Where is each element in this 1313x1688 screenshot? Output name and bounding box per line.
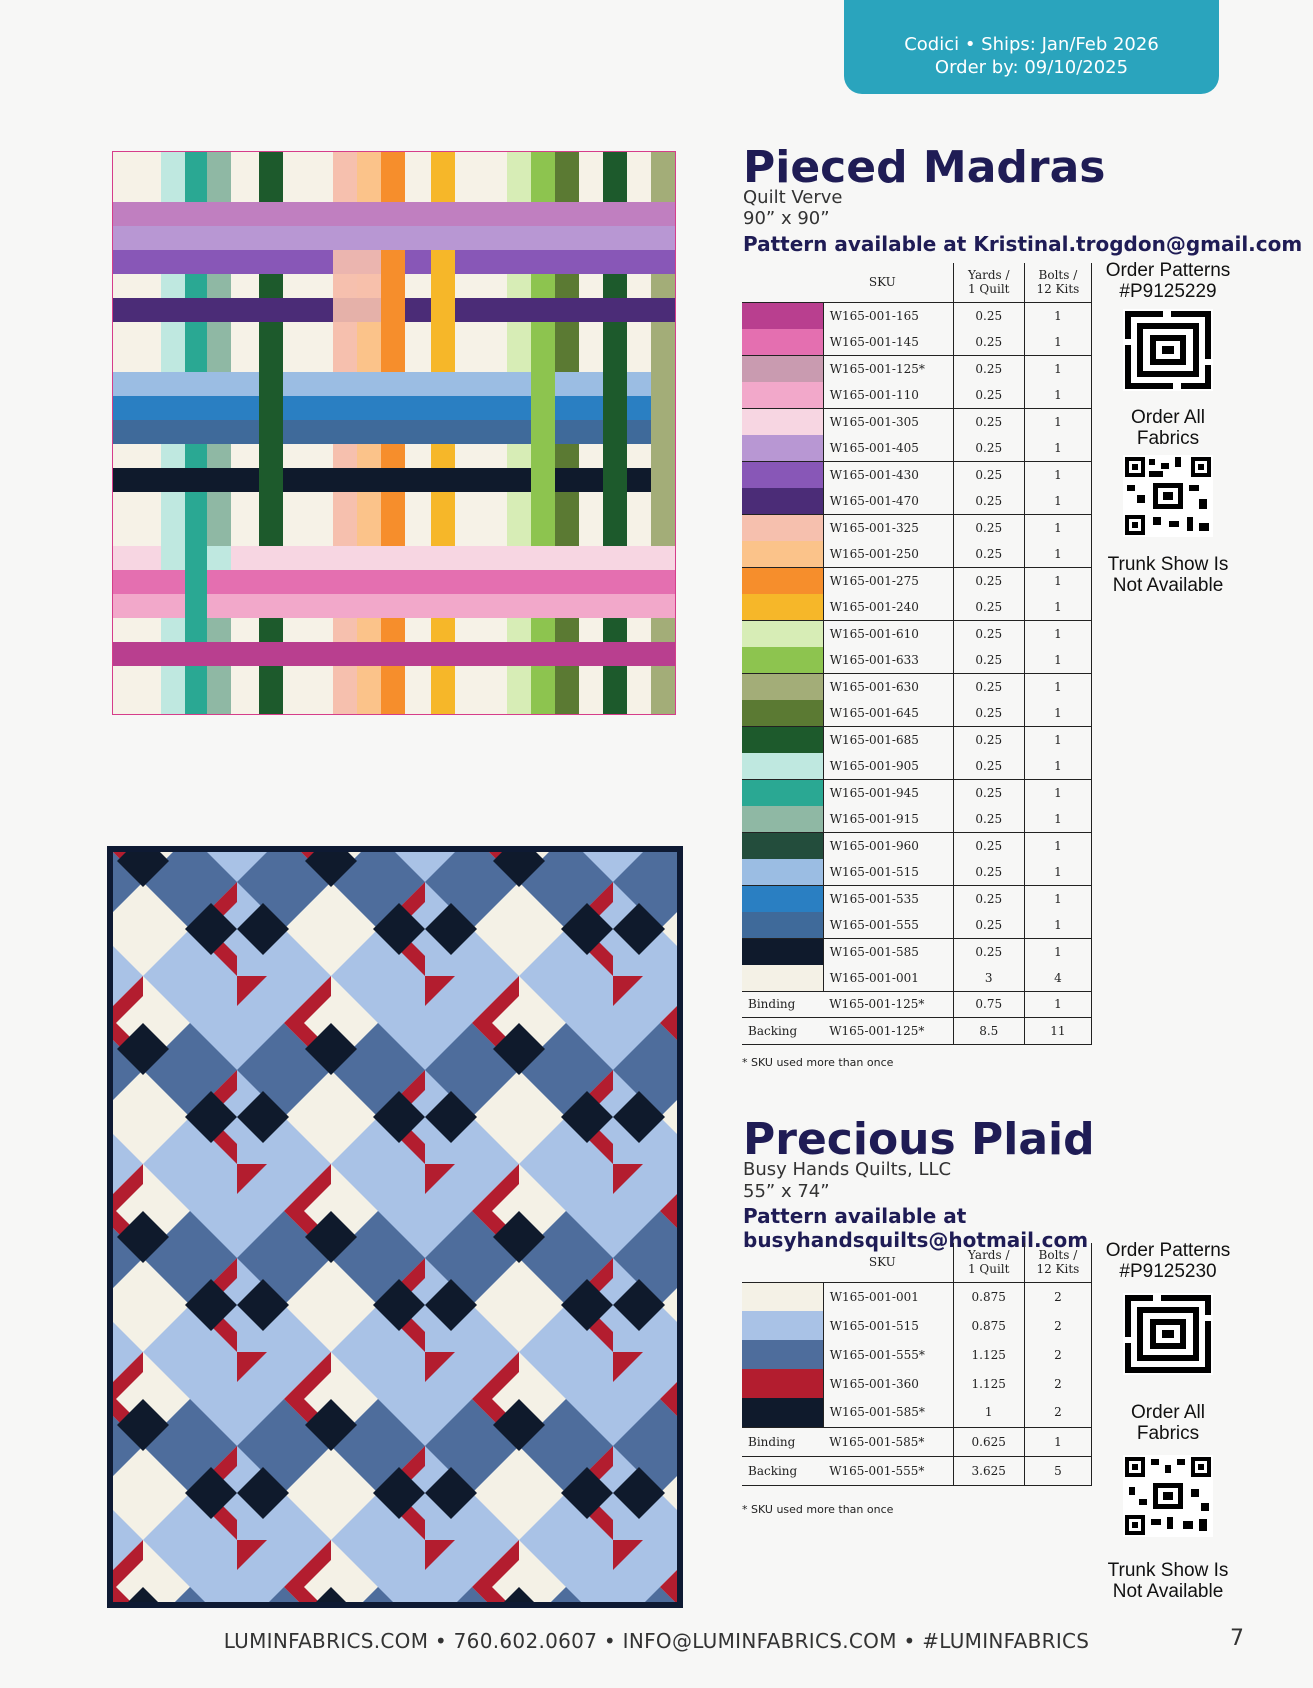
bolts-cell: 1 [1024, 408, 1091, 435]
table-row [742, 806, 1092, 833]
sku-cell: W165-001-001 [823, 1282, 953, 1311]
bolts-cell: 4 [1024, 965, 1091, 992]
fabric-swatch [742, 938, 823, 965]
bolts-cell: 2 [1024, 1398, 1091, 1427]
bolts-cell: 1 [1024, 938, 1091, 965]
sku-cell: W165-001-470 [823, 488, 953, 515]
table-row [742, 541, 1092, 568]
yards-cell: 0.625 [953, 1427, 1024, 1456]
bolts-cell: 1 [1024, 1427, 1091, 1456]
table-row [742, 620, 1092, 647]
yards-cell: 0.25 [953, 779, 1024, 806]
sku-cell: W165-001-555 [823, 912, 953, 939]
table-row [742, 779, 1092, 806]
yards-cell: 0.25 [953, 832, 1024, 859]
sku-cell: W165-001-630 [823, 673, 953, 700]
bolts-cell: 1 [1024, 329, 1091, 356]
sku-cell: W165-001-430 [823, 461, 953, 488]
pattern1-order-patterns-qr-icon[interactable] [1123, 309, 1213, 391]
sku-cell: W165-001-585* [823, 1398, 953, 1427]
bolts-cell: 1 [1024, 461, 1091, 488]
table-row [742, 435, 1092, 462]
bolts-cell: 1 [1024, 567, 1091, 594]
sku-cell: W165-001-645 [823, 700, 953, 727]
fabric-swatch [742, 1340, 823, 1369]
sku-cell: W165-001-325 [823, 514, 953, 541]
yards-cell: 0.25 [953, 461, 1024, 488]
yards-cell: 0.25 [953, 488, 1024, 515]
sku-cell: W165-001-405 [823, 435, 953, 462]
fabric-swatch [742, 832, 823, 859]
yards-cell: 1.125 [953, 1369, 1024, 1398]
sku-cell: W165-001-555* [823, 1340, 953, 1369]
yards-cell: 0.25 [953, 435, 1024, 462]
fabric-swatch [742, 620, 823, 647]
pattern2-order-patterns-qr-icon[interactable] [1123, 1293, 1213, 1375]
sku-cell: W165-001-515 [823, 1311, 953, 1340]
table-row [742, 302, 1092, 329]
table-row [742, 859, 1092, 886]
ship-info-tab [844, 0, 1219, 94]
yards-cell: 0.25 [953, 885, 1024, 912]
fabric-swatch [742, 806, 823, 833]
table-row [742, 673, 1092, 700]
bolts-cell: 1 [1024, 753, 1091, 780]
bolts-cell: 5 [1024, 1456, 1091, 1485]
fabric-swatch [742, 567, 823, 594]
bolts-cell: 1 [1024, 647, 1091, 674]
yards-cell: 0.25 [953, 594, 1024, 621]
table-row [742, 647, 1092, 674]
pieced-madras-quilt-art [113, 152, 675, 714]
table-row [742, 700, 1092, 727]
bolts-header: Bolts / 12 Kits [1024, 263, 1091, 302]
sku-cell: W165-001-585 [823, 938, 953, 965]
yards-cell: 0.25 [953, 541, 1024, 568]
bolts-cell: 1 [1024, 514, 1091, 541]
bolts-cell: 1 [1024, 806, 1091, 833]
sku-cell: W165-001-145 [823, 329, 953, 356]
fabric-swatch [742, 1311, 823, 1340]
pattern1-sku-table [742, 263, 1092, 1045]
yards-cell: 0.25 [953, 302, 1024, 329]
yards-cell: 0.25 [953, 673, 1024, 700]
table-row [742, 1282, 1092, 1311]
yards-cell: 0.25 [953, 700, 1024, 727]
bolts-cell: 1 [1024, 594, 1091, 621]
sku-cell: W165-001-165 [823, 302, 953, 329]
pattern1-size: 90” x 90” [743, 208, 830, 229]
pattern1-order-fabrics-qr-icon[interactable] [1123, 455, 1213, 537]
bolts-cell: 2 [1024, 1369, 1091, 1398]
yards-cell: 0.25 [953, 647, 1024, 674]
fabric-swatch [742, 673, 823, 700]
sku-cell: W165-001-633 [823, 647, 953, 674]
ship-info-line2: Order by: 09/10/2025 [934, 57, 1129, 78]
fabric-swatch [742, 779, 823, 806]
table-row [742, 329, 1092, 356]
sku-cell: W165-001-960 [823, 832, 953, 859]
yards-cell: 1 [953, 1398, 1024, 1427]
row-label: Backing [742, 1456, 823, 1485]
fabric-swatch [742, 329, 823, 356]
yards-cell: 0.25 [953, 859, 1024, 886]
yards-cell: 0.25 [953, 329, 1024, 356]
sku-cell: W165-001-305 [823, 408, 953, 435]
yards-header: Yards / 1 Quilt [953, 1243, 1024, 1282]
pattern1-title: Pieced Madras [743, 142, 1106, 193]
table-row [742, 382, 1092, 409]
fabric-swatch [742, 726, 823, 753]
table-row [742, 965, 1092, 992]
sku-cell: W165-001-945 [823, 779, 953, 806]
pattern2-trunk-show: Trunk Show Is Not Available [1107, 1560, 1229, 1602]
bolts-cell: 2 [1024, 1340, 1091, 1369]
pattern2-title: Precious Plaid [743, 1114, 1095, 1165]
fabric-swatch [742, 382, 823, 409]
pattern2-order-patterns: Order Patterns #P9125230 [1105, 1240, 1231, 1282]
pattern2-sku-note: * SKU used more than once [742, 1503, 894, 1516]
table-row [742, 938, 1092, 965]
pattern2-designer: Busy Hands Quilts, LLC [743, 1159, 952, 1180]
row-label: Binding [742, 991, 823, 1018]
bolts-cell: 1 [1024, 912, 1091, 939]
sku-cell: W165-001-905 [823, 753, 953, 780]
pattern2-order-all-fabrics: Order All Fabrics [1131, 1402, 1205, 1444]
yards-cell: 0.25 [953, 912, 1024, 939]
fabric-swatch [742, 700, 823, 727]
yards-cell: 0.25 [953, 620, 1024, 647]
table-row [742, 1427, 1092, 1456]
table-row [742, 408, 1092, 435]
fabric-swatch [742, 859, 823, 886]
pattern1-sku-note: * SKU used more than once [742, 1056, 894, 1069]
sku-header: SKU [742, 1243, 953, 1282]
precious-plaid-quilt-art [107, 846, 683, 1608]
table-row [742, 1369, 1092, 1398]
sku-cell: W165-001-125* [823, 355, 953, 382]
pattern1-order-all-fabrics: Order All Fabrics [1131, 407, 1205, 449]
table-row [742, 355, 1092, 382]
yards-cell: 0.25 [953, 408, 1024, 435]
bolts-cell: 1 [1024, 779, 1091, 806]
sku-cell: W165-001-535 [823, 885, 953, 912]
table-row [742, 567, 1092, 594]
table-row [742, 912, 1092, 939]
fabric-swatch [742, 647, 823, 674]
table-row [742, 594, 1092, 621]
fabric-swatch [742, 514, 823, 541]
pattern2-order-fabrics-qr-icon[interactable] [1123, 1455, 1213, 1537]
fabric-swatch [742, 1369, 823, 1398]
bolts-cell: 11 [1024, 1018, 1091, 1045]
bolts-cell: 1 [1024, 726, 1091, 753]
fabric-swatch [742, 912, 823, 939]
fabric-swatch [742, 408, 823, 435]
bolts-cell: 1 [1024, 991, 1091, 1018]
fabric-swatch [742, 753, 823, 780]
yards-cell: 0.875 [953, 1311, 1024, 1340]
yards-cell: 0.25 [953, 382, 1024, 409]
table-row [742, 1340, 1092, 1369]
table-row [742, 885, 1092, 912]
yards-cell: 0.875 [953, 1282, 1024, 1311]
fabric-swatch [742, 488, 823, 515]
pattern2-sku-table [742, 1243, 1092, 1486]
yards-cell: 0.25 [953, 753, 1024, 780]
bolts-cell: 1 [1024, 673, 1091, 700]
bolts-header: Bolts / 12 Kits [1024, 1243, 1091, 1282]
sku-cell: W165-001-915 [823, 806, 953, 833]
table-row [742, 832, 1092, 859]
pattern1-designer: Quilt Verve [743, 187, 843, 208]
bolts-cell: 1 [1024, 435, 1091, 462]
yards-cell: 3 [953, 965, 1024, 992]
fabric-swatch [742, 302, 823, 329]
table-row [742, 1018, 1092, 1045]
bolts-cell: 1 [1024, 488, 1091, 515]
sku-cell: W165-001-110 [823, 382, 953, 409]
sku-header: SKU [742, 263, 953, 302]
sku-cell: W165-001-275 [823, 567, 953, 594]
bolts-cell: 1 [1024, 620, 1091, 647]
fabric-swatch [742, 355, 823, 382]
bolts-cell: 1 [1024, 382, 1091, 409]
table-row [742, 1398, 1092, 1427]
bolts-cell: 2 [1024, 1311, 1091, 1340]
table-row [742, 753, 1092, 780]
pieced-madras-quilt-image [112, 151, 676, 715]
table-row [742, 1456, 1092, 1485]
sku-cell: W165-001-360 [823, 1369, 953, 1398]
bolts-cell: 1 [1024, 700, 1091, 727]
yards-cell: 0.25 [953, 514, 1024, 541]
sku-cell: W165-001-125* [823, 991, 953, 1018]
sku-cell: W165-001-250 [823, 541, 953, 568]
sku-cell: W165-001-585* [823, 1427, 953, 1456]
yards-cell: 0.75 [953, 991, 1024, 1018]
bolts-cell: 1 [1024, 302, 1091, 329]
yards-cell: 1.125 [953, 1340, 1024, 1369]
sku-cell: W165-001-685 [823, 726, 953, 753]
table-row [742, 726, 1092, 753]
fabric-swatch [742, 965, 823, 992]
fabric-swatch [742, 1282, 823, 1311]
yards-cell: 0.25 [953, 355, 1024, 382]
bolts-cell: 1 [1024, 885, 1091, 912]
sku-cell: W165-001-515 [823, 859, 953, 886]
sku-cell: W165-001-610 [823, 620, 953, 647]
fabric-swatch [742, 594, 823, 621]
pattern1-availability[interactable]: Pattern available at Kristinal.trogdon@gmail.com [743, 232, 1303, 256]
bolts-cell: 1 [1024, 541, 1091, 568]
yards-cell: 0.25 [953, 726, 1024, 753]
bolts-cell: 1 [1024, 859, 1091, 886]
yards-cell: 0.25 [953, 938, 1024, 965]
footer-contact[interactable]: LUMINFABRICS.COM • 760.602.0607 • INFO@LUMINFABRICS.COM • #LUMINFABRICS [223, 1629, 1090, 1653]
fabric-swatch [742, 1398, 823, 1427]
pattern1-order-patterns: Order Patterns #P9125229 [1105, 260, 1231, 302]
yards-header: Yards / 1 Quilt [953, 263, 1024, 302]
table-row [742, 991, 1092, 1018]
fabric-swatch [742, 885, 823, 912]
bolts-cell: 1 [1024, 355, 1091, 382]
yards-cell: 3.625 [953, 1456, 1024, 1485]
bolts-cell: 1 [1024, 832, 1091, 859]
fabric-swatch [742, 435, 823, 462]
fabric-swatch [742, 541, 823, 568]
pattern2-size: 55” x 74” [743, 1181, 830, 1202]
sku-cell: W165-001-001 [823, 965, 953, 992]
row-label: Backing [742, 1018, 823, 1045]
table-row [742, 1311, 1092, 1340]
ship-info-line1: Codici • Ships: Jan/Feb 2026 [904, 34, 1159, 55]
sku-cell: W165-001-125* [823, 1018, 953, 1045]
sku-cell: W165-001-240 [823, 594, 953, 621]
table-row [742, 461, 1092, 488]
bolts-cell: 2 [1024, 1282, 1091, 1311]
pattern1-trunk-show: Trunk Show Is Not Available [1107, 554, 1229, 596]
pattern2-availability[interactable]: Pattern available at busyhandsquilts@hotmail.com [743, 1204, 1089, 1252]
yards-cell: 0.25 [953, 567, 1024, 594]
yards-cell: 8.5 [953, 1018, 1024, 1045]
sku-cell: W165-001-555* [823, 1456, 953, 1485]
fabric-swatch [742, 461, 823, 488]
table-row [742, 488, 1092, 515]
table-row [742, 514, 1092, 541]
precious-plaid-quilt-image [107, 846, 683, 1608]
page-number: 7 [1230, 1626, 1244, 1651]
row-label: Binding [742, 1427, 823, 1456]
yards-cell: 0.25 [953, 806, 1024, 833]
